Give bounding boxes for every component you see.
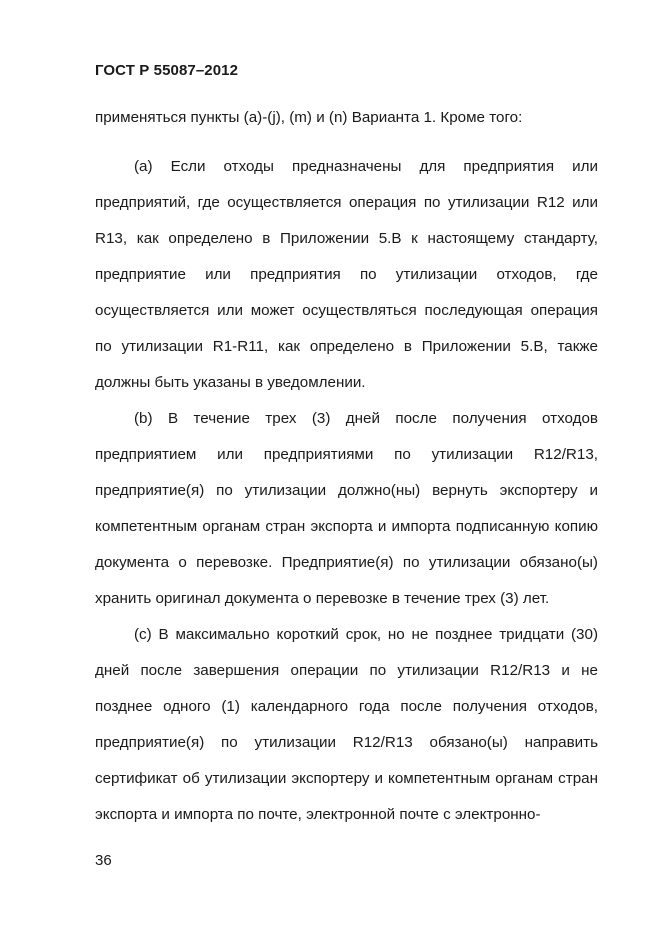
lead-paragraph: применяться пункты (a)-(j), (m) и (n) Варианта 1. Кроме того: [95, 109, 523, 126]
paragraph-c: (c) В максимально короткий срок, но не позднее тридцати (30) дней после завершения операции по утилизации R12/R13 и не позднее одного (1) календарного года после получения отходов, предприятие(я) по утилизации R12/R13 обязано(ы) направить сертификат об утилизации экспортеру и компетентным органам стран экспорта и импорта по почте, электронной почте с электронно- [95, 626, 598, 823]
page-number: 36 [95, 852, 112, 869]
paragraph-b: (b) В течение трех (3) дней после получения отходов предприятием или предприятиями по утилизации R12/R13, предприятие(я) по утилизации должно(ны) вернуть экспортеру и компетентным органам стран экспорта и импорта подписанную копию документа о перевозке. Предприятие(я) по утилизации обязано(ы) хранить оригинал документа о перевозке в течение трех (3) лет. [95, 410, 598, 607]
standard-title: ГОСТ Р 55087–2012 [95, 62, 239, 79]
paragraph-a: (a) Если отходы предназначены для предприятия или предприятий, где осуществляется операция по утилизации R12 или R13, как определено в Приложении 5.В к настоящему стандарту, предприятие или предприятия по утилизации отходов, где осуществляется или может осуществляться последующая операция по утилизации R1-R11, как определено в Приложении 5.В, также должны быть указаны в уведомлении. [95, 158, 598, 391]
document-body [95, 100, 598, 833]
